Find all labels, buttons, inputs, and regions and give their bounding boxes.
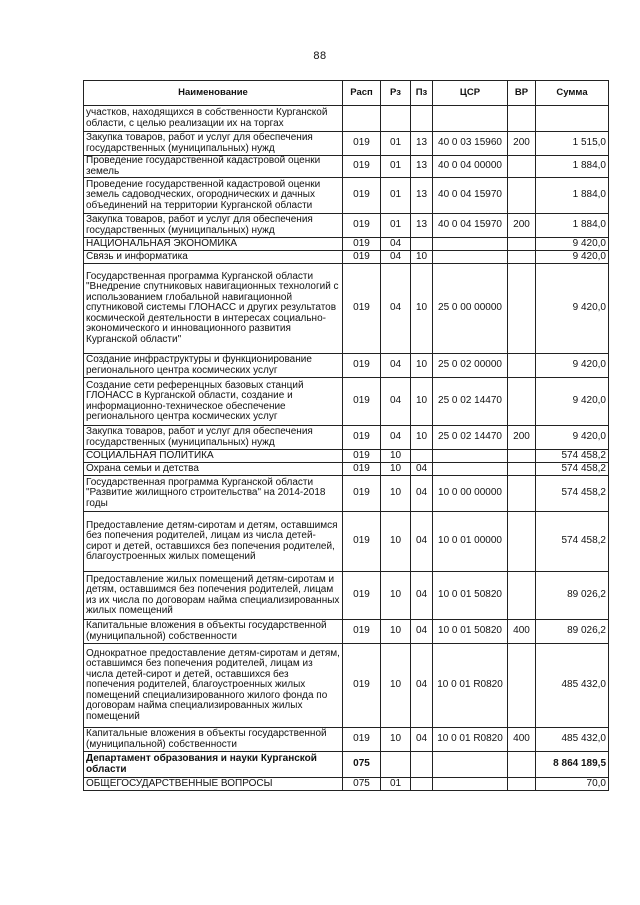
row-name: Капитальные вложения в объекты государственной (муниципальной) собственности [84,620,343,644]
table-row [84,264,609,354]
row-rasp: 019 [343,450,381,463]
row-name: Департамент образования и науки Курганской области [84,752,343,778]
row-sum: 574 458,2 [536,450,609,463]
row-pz: 04 [411,572,433,620]
row-sum: 485 432,0 [536,728,609,752]
row-pz: 13 [411,156,433,178]
budget-table [83,80,609,791]
row-csr: 10 0 01 R0820 [433,644,508,728]
table-row [84,620,609,644]
row-vr [508,106,536,132]
row-csr: 25 0 00 00000 [433,264,508,354]
header-rasp: Расп [343,81,381,106]
row-rz: 10 [381,572,411,620]
table-row [84,476,609,512]
table-row [84,450,609,463]
row-csr: 40 0 04 15970 [433,178,508,214]
row-rasp: 019 [343,251,381,264]
row-sum: 89 026,2 [536,620,609,644]
row-rz: 04 [381,264,411,354]
row-sum: 574 458,2 [536,476,609,512]
row-rz: 10 [381,450,411,463]
row-name: СОЦИАЛЬНАЯ ПОЛИТИКА [84,450,343,463]
row-sum: 1 884,0 [536,214,609,238]
row-csr [433,778,508,791]
row-rz: 04 [381,426,411,450]
page-number: 88 [313,50,327,62]
row-vr [508,476,536,512]
row-csr: 10 0 01 50820 [433,572,508,620]
row-name: Однократное предоставление детям-сиротам и детям, оставшимся без попечения родителей, лицам из числа детей-сирот и детей, оставшихся без попечения родителей, благоустроенных жилых помещений специализированного жилого фонда по договорам найма специализированных жилых помещений [84,644,343,728]
row-pz: 04 [411,620,433,644]
row-pz: 04 [411,463,433,476]
table-row [84,512,609,572]
row-csr: 40 0 03 15960 [433,132,508,156]
row-csr: 10 0 01 50820 [433,620,508,644]
row-sum: 9 420,0 [536,426,609,450]
row-sum: 9 420,0 [536,264,609,354]
row-csr: 25 0 02 00000 [433,354,508,378]
row-rasp: 019 [343,512,381,572]
table-row [84,572,609,620]
row-sum [536,106,609,132]
row-rz [381,106,411,132]
row-rz: 01 [381,156,411,178]
row-rz: 10 [381,728,411,752]
row-sum: 9 420,0 [536,378,609,426]
row-sum: 1 884,0 [536,178,609,214]
row-sum: 9 420,0 [536,354,609,378]
row-name: Предоставление детям-сиротам и детям, оставшимся без попечения родителей, лицам из числа детей-сирот и детей, оставшихся без попечения родителей, благоустроенных жилых помещений [84,512,343,572]
row-vr [508,251,536,264]
row-name: Закупка товаров, работ и услуг для обеспечения государственных (муниципальных) нужд [84,426,343,450]
row-rasp [343,106,381,132]
row-rasp: 019 [343,463,381,476]
table-row [84,214,609,238]
row-sum: 9 420,0 [536,238,609,251]
row-vr [508,378,536,426]
table-row [84,778,609,791]
row-csr: 25 0 02 14470 [433,378,508,426]
row-rasp: 019 [343,156,381,178]
table-row [84,238,609,251]
row-rz: 04 [381,251,411,264]
row-csr [433,106,508,132]
row-pz [411,238,433,251]
row-vr [508,512,536,572]
row-pz: 13 [411,132,433,156]
row-csr: 10 0 01 00000 [433,512,508,572]
row-csr [433,251,508,264]
row-rasp: 019 [343,354,381,378]
row-csr: 40 0 04 15970 [433,214,508,238]
row-pz [411,106,433,132]
row-rasp: 019 [343,264,381,354]
row-vr [508,264,536,354]
row-name: Закупка товаров, работ и услуг для обеспечения государственных (муниципальных) нужд [84,132,343,156]
header-sum: Сумма [536,81,609,106]
row-pz [411,752,433,778]
row-csr: 10 0 00 00000 [433,476,508,512]
row-name: Государственная программа Курганской области "Развитие жилищного строительства" на 2014-2018 годы [84,476,343,512]
row-csr: 10 0 01 R0820 [433,728,508,752]
row-rasp: 019 [343,644,381,728]
row-rz: 01 [381,214,411,238]
table-row [84,378,609,426]
row-name: Проведение государственной кадастровой оценки земель [84,156,343,178]
row-vr: 400 [508,620,536,644]
row-rasp: 019 [343,238,381,251]
row-name: Связь и информатика [84,251,343,264]
row-pz: 04 [411,728,433,752]
row-vr [508,644,536,728]
row-rasp: 019 [343,378,381,426]
table-row [84,463,609,476]
header-name: Наименование [84,81,343,106]
row-sum: 8 864 189,5 [536,752,609,778]
row-name: НАЦИОНАЛЬНАЯ ЭКОНОМИКА [84,238,343,251]
row-name: ОБЩЕГОСУДАРСТВЕННЫЕ ВОПРОСЫ [84,778,343,791]
row-rasp: 019 [343,178,381,214]
row-sum: 70,0 [536,778,609,791]
row-rz: 10 [381,512,411,572]
row-vr [508,752,536,778]
row-pz: 10 [411,378,433,426]
row-csr [433,450,508,463]
row-csr [433,752,508,778]
row-rz: 01 [381,778,411,791]
table-row [84,728,609,752]
row-rasp: 019 [343,132,381,156]
row-pz: 04 [411,644,433,728]
row-pz: 10 [411,264,433,354]
row-vr [508,572,536,620]
row-sum: 9 420,0 [536,251,609,264]
row-vr [508,354,536,378]
row-rz: 10 [381,476,411,512]
row-vr: 400 [508,728,536,752]
row-name: Проведение государственной кадастровой оценки земель садоводческих, огороднических и дачных объединений на территории Курганской области [84,178,343,214]
table-row [84,426,609,450]
row-vr: 200 [508,132,536,156]
row-vr [508,178,536,214]
row-pz [411,778,433,791]
table-row [84,644,609,728]
row-rz: 04 [381,378,411,426]
row-name: Охрана семьи и детства [84,463,343,476]
table-row [84,251,609,264]
row-sum: 1 515,0 [536,132,609,156]
row-rz: 01 [381,178,411,214]
row-vr [508,778,536,791]
row-vr [508,238,536,251]
row-rz: 10 [381,644,411,728]
row-pz [411,450,433,463]
table-body [84,106,609,791]
row-sum: 485 432,0 [536,644,609,728]
row-pz: 10 [411,354,433,378]
row-pz: 10 [411,251,433,264]
table-header-row [84,81,609,106]
row-sum: 89 026,2 [536,572,609,620]
row-pz: 04 [411,476,433,512]
header-vr: ВР [508,81,536,106]
table-row [84,752,609,778]
row-pz: 13 [411,178,433,214]
row-vr [508,156,536,178]
row-rz: 04 [381,238,411,251]
row-name: Создание сети референцных базовых станций ГЛОНАСС в Курганской области, создание и информационно-техническое обеспечение регионального центра космических услуг [84,378,343,426]
row-csr [433,463,508,476]
table-row [84,156,609,178]
table-row [84,132,609,156]
row-name: Закупка товаров, работ и услуг для обеспечения государственных (муниципальных) нужд [84,214,343,238]
row-pz: 10 [411,426,433,450]
row-vr [508,463,536,476]
row-rz: 10 [381,620,411,644]
row-rasp: 019 [343,728,381,752]
row-rasp: 075 [343,778,381,791]
row-rasp: 019 [343,214,381,238]
header-csr: ЦСР [433,81,508,106]
row-rasp: 075 [343,752,381,778]
row-rz: 04 [381,354,411,378]
header-pz: Пз [411,81,433,106]
row-rasp: 019 [343,476,381,512]
row-rasp: 019 [343,426,381,450]
row-vr: 200 [508,214,536,238]
row-pz: 13 [411,214,433,238]
row-csr: 40 0 04 00000 [433,156,508,178]
row-rasp: 019 [343,572,381,620]
table-row [84,354,609,378]
row-csr [433,238,508,251]
row-name: Капитальные вложения в объекты государственной (муниципальной) собственности [84,728,343,752]
table-row [84,106,609,132]
row-name: Предоставление жилых помещений детям-сиротам и детям, оставшимся без попечения родителей, лицам из их числа по договорам найма специализированных жилых помещений [84,572,343,620]
row-rz: 10 [381,463,411,476]
row-name: участков, находящихся в собственности Курганской области, с целью реализации их на торгах [84,106,343,132]
table-row [84,178,609,214]
header-rz: Рз [381,81,411,106]
row-name: Государственная программа Курганской области "Внедрение спутниковых навигационных технологий с использованием глобальной навигационной спутниковой системы ГЛОНАСС и других результатов космической деятельности в интересах социально-экономического и инновационного развития Курганской области" [84,264,343,354]
row-vr: 200 [508,426,536,450]
row-sum: 574 458,2 [536,463,609,476]
row-rasp: 019 [343,620,381,644]
row-pz: 04 [411,512,433,572]
row-csr: 25 0 02 14470 [433,426,508,450]
row-rz: 01 [381,132,411,156]
row-rz [381,752,411,778]
row-sum: 574 458,2 [536,512,609,572]
row-name: Создание инфраструктуры и функционирование регионального центра космических услуг [84,354,343,378]
row-sum: 1 884,0 [536,156,609,178]
row-vr [508,450,536,463]
